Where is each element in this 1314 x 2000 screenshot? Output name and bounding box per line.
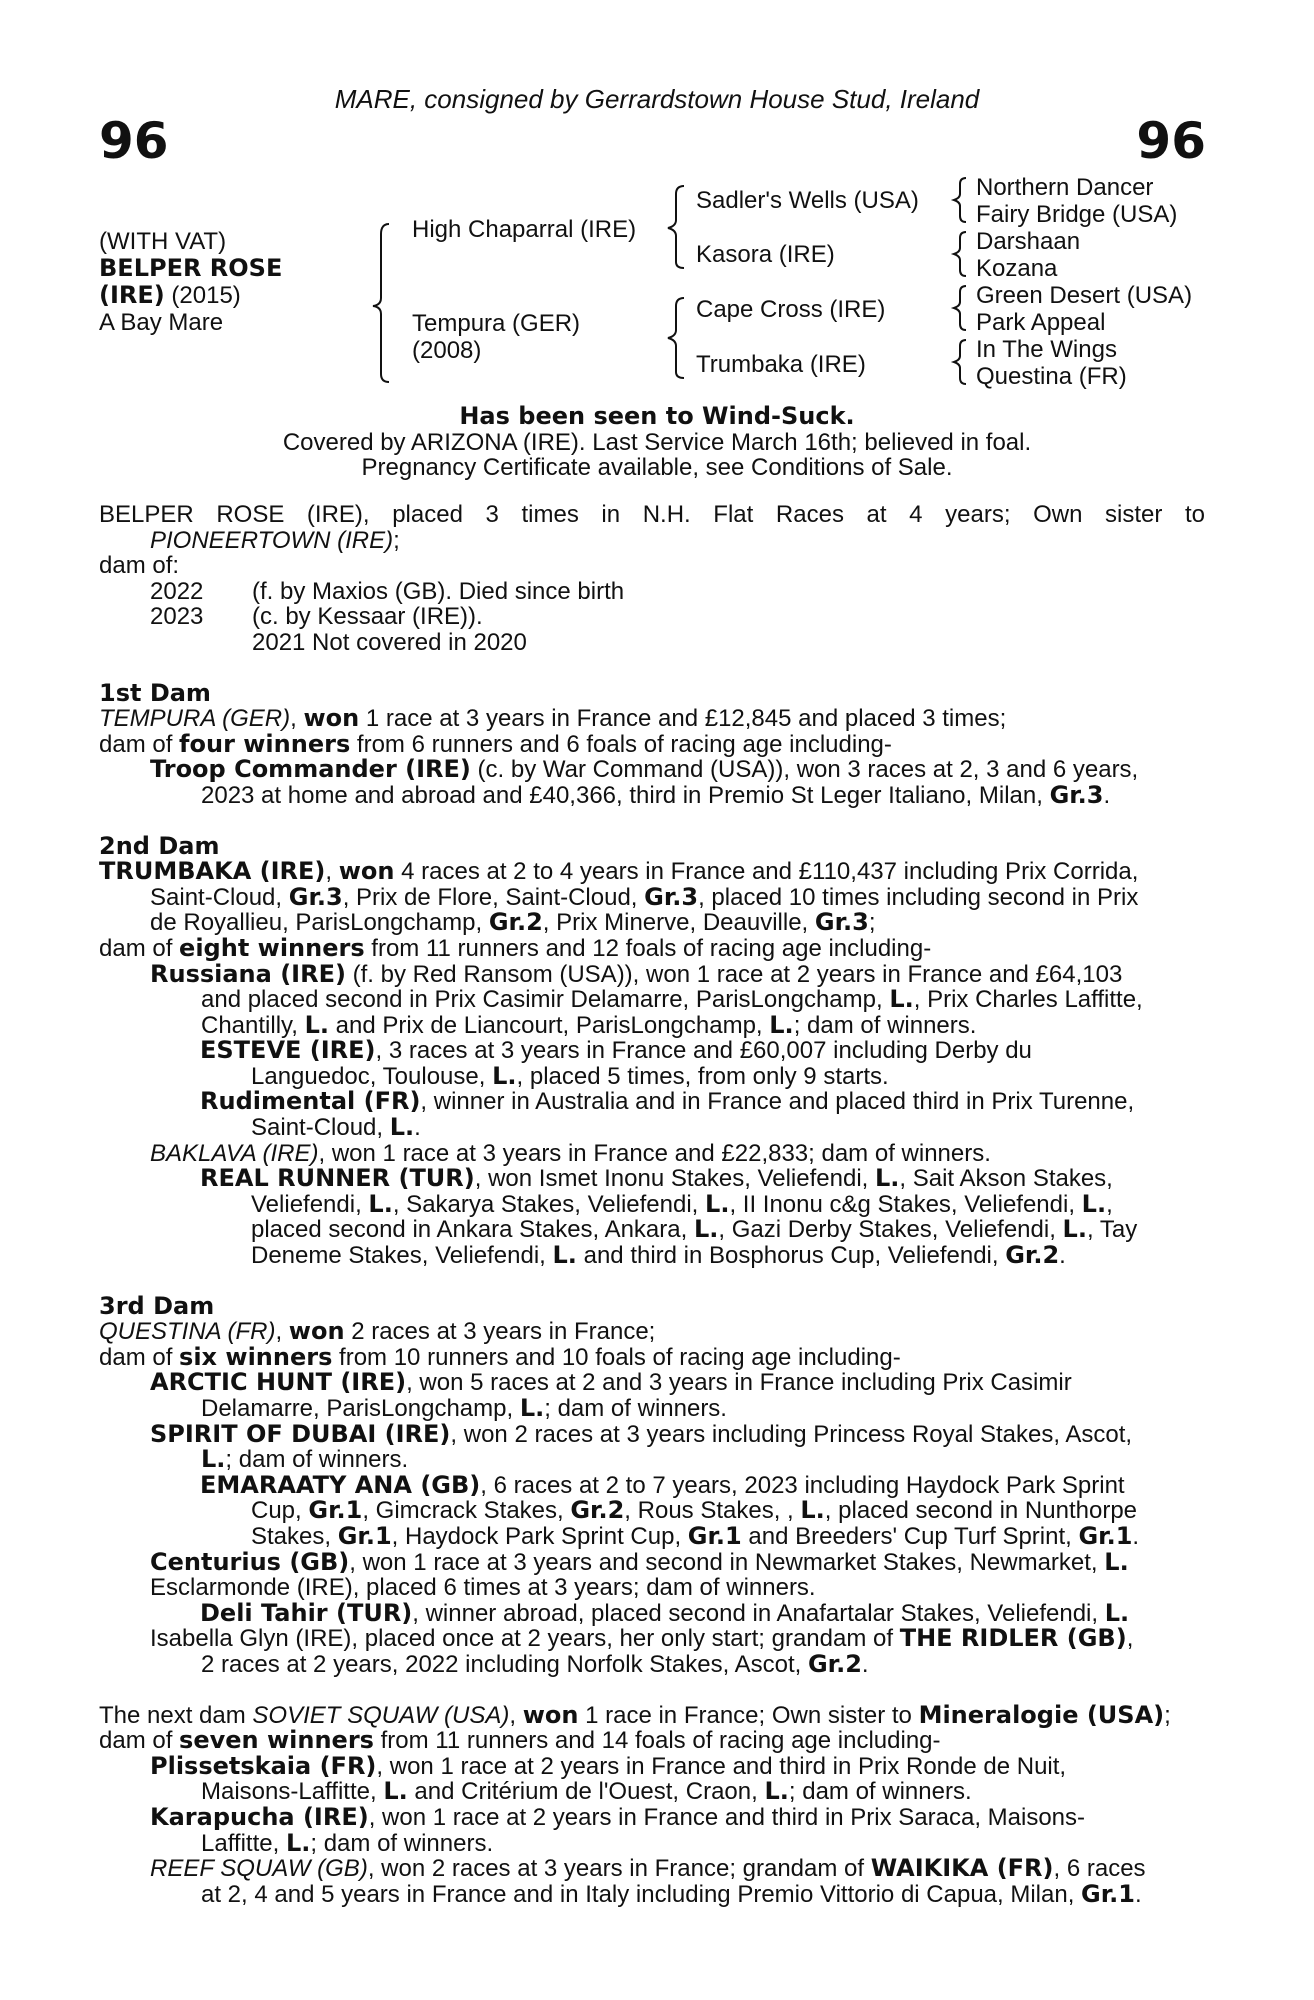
dam2-subentry: ESTEVE (IRE), 3 races at 3 years in France and £60,007 including Derby du Languedoc, Toulouse, L., placed 5 times, from only 9 starts. — [200, 1036, 1032, 1090]
section-heading: 2nd Dam — [99, 831, 220, 860]
dam3-subentry: EMARAATY ANA (GB), 6 races at 2 to 7 years, 2023 including Haydock Park Sprint Cup, Gr.1, Gimcrack Stakes, Gr.2, Rous Stakes, , L., placed second in Nunthorpe Stakes, Gr.1, Haydock Park Sprint Cup, Gr.1 and Breeders' Cup Turf Sprint, Gr.1. — [200, 1470, 1140, 1550]
dam3-entry: Isabella Glyn (IRE), placed once at 2 years, her only start; grandam of THE RIDLER (GB), 2 races at 2 years, 2022 including Norfolk Stakes, Ascot, Gr.2. — [150, 1624, 1134, 1678]
vat-label: (WITH VAT) — [99, 228, 227, 255]
dam3-entry: Esclarmonde (IRE), placed 6 times at 3 years; dam of winners. — [150, 1574, 816, 1602]
pedigree-ggp-1: Northern Dancer — [976, 174, 1154, 201]
dam1-record: TEMPURA (GER), won 1 race at 3 years in France and £12,845 and placed 3 times; — [99, 704, 1007, 733]
pedigree-dam: Tempura (GER) — [412, 310, 581, 337]
bracket-parents — [373, 224, 389, 382]
bracket-sire — [668, 186, 684, 268]
horse-name: BELPER ROSE — [99, 254, 283, 282]
dam2-record: TRUMBAKA (IRE), won 4 races at 2 to 4 years in France and £110,437 including Prix Corrida, Saint-Cloud, Gr.3, Prix de Flore, Saint-Cloud, Gr.3, placed 10 times including second in Prix de Royallieu, ParisLongchamp, Gr.2, Prix Minerve, Deauville, Gr.3; — [99, 857, 1139, 937]
dam2-subentry: Rudimental (FR), winner in Australia and in France and placed third in Prix Turenne, Saint-Cloud, L.. — [200, 1087, 1135, 1142]
dam3-record: QUESTINA (FR), won 2 races at 3 years in France; — [99, 1317, 656, 1346]
produce-row: 2023 (c. by Kessaar (IRE)). — [150, 603, 483, 631]
pedigree-dam-year: (2008) — [412, 337, 482, 364]
horse-description: A Bay Mare — [99, 309, 224, 336]
dam2-produce: dam of eight winners from 11 runners and 12 foals of racing age including- — [99, 933, 932, 962]
next-dam-entry: REEF SQUAW (GB), won 2 races at 3 years in France; grandam of WAIKIKA (FR), 6 races at 2, 4 and 5 years in France and in Italy including Premio Vittorio di Capua, Milan, Gr.1. — [150, 1854, 1146, 1908]
bracket-dd — [954, 340, 966, 384]
pedigree-ggp-8: Questina (FR) — [976, 363, 1127, 390]
pedigree-ggp-6: Park Appeal — [976, 309, 1106, 336]
pedigree-ggp-3: Darshaan — [976, 228, 1081, 255]
dam3-entry: ARCTIC HUNT (IRE), won 5 races at 2 and 3 years in France including Prix Casimir Delamarre, ParisLongchamp, L.; dam of winners. — [150, 1368, 1072, 1422]
catalogue-body — [99, 502, 1205, 1907]
dam2-entry: Russiana (IRE) (f. by Red Ransom (USA)), won 1 race at 2 years in France and £64,103 and placed second in Prix Casimir Delamarre, ParisLongchamp, L., Prix Charles Laffitte, Chantilly, L. and Prix de Liancourt, ParisLongchamp, L.; dam of winners. — [150, 959, 1143, 1039]
pedigree-ggp-7: In The Wings — [976, 336, 1117, 363]
pedigree-ggp-5: Green Desert (USA) — [976, 282, 1193, 309]
intro-line: BELPER ROSE (IRE), placed 3 times in N.H. Flat Races at 4 years; Own sister to — [99, 501, 1205, 528]
dam1-produce: dam of four winners from 6 runners and 6 foals of racing age including- — [99, 729, 892, 758]
next-dam-produce: dam of seven winners from 11 runners and 14 foals of racing age including- — [99, 1726, 941, 1755]
intro-dam-of: dam of: — [99, 552, 180, 580]
pedigree-sire: High Chaparral (IRE) — [412, 216, 637, 243]
pedigree-sire-sire: Sadler's Wells (USA) — [696, 187, 919, 214]
dam3-entry: SPIRIT OF DUBAI (IRE), won 2 races at 3 years including Princess Royal Stakes, Ascot, L.; dam of winners. — [150, 1419, 1133, 1474]
next-dam-entry: Karapucha (IRE), won 1 race at 2 years in France and third in Prix Saraca, Maisons- Laffitte, L.; dam of winners. — [150, 1802, 1086, 1857]
pedigree-ggp-4: Kozana — [976, 255, 1058, 282]
pedigree-ggp-2: Fairy Bridge (USA) — [976, 201, 1178, 228]
consignment-line: MARE, consigned by Gerrardstown House Stud, Ireland — [334, 84, 980, 114]
section-heading: 1st Dam — [99, 678, 211, 707]
covered-note: Covered by ARIZONA (IRE). Last Service March 16th; believed in foal. — [282, 428, 1032, 456]
horse-country: (IRE) — [99, 281, 165, 309]
bracket-ss — [954, 178, 966, 222]
dam1-entry: Troop Commander (IRE) (c. by War Command (USA)), won 3 races at 2, 3 and 6 years, 2023 at home and abroad and £40,366, third in Premio St Leger Italiano, Milan, Gr.3. — [150, 755, 1139, 809]
intro-sibling: PIONEERTOWN (IRE); — [150, 526, 400, 554]
pedigree-dam-dam: Trumbaka (IRE) — [696, 351, 866, 378]
next-dam-record: The next dam SOVIET SQUAW (USA), won 1 race in France; Own sister to Mineralogie (USA); — [99, 1700, 1171, 1729]
sale-notes — [0, 404, 1314, 481]
lot-number-right: 96 — [1136, 112, 1206, 170]
bracket-sd — [954, 232, 966, 276]
pedigree-dam-sire: Cape Cross (IRE) — [696, 296, 886, 323]
pregnancy-note: Pregnancy Certificate available, see Conditions of Sale. — [361, 454, 953, 482]
produce-row: 2022 (f. by Maxios (GB). Died since birth — [150, 577, 625, 605]
lot-number-left: 96 — [99, 112, 169, 170]
bracket-dam — [668, 298, 684, 378]
produce-row: 2021 Not covered in 2020 — [252, 628, 527, 656]
bracket-ds — [954, 286, 966, 330]
dam2-entry: BAKLAVA (IRE), won 1 race at 3 years in France and £22,833; dam of winners. — [150, 1139, 991, 1167]
dam3-produce: dam of six winners from 10 runners and 10 foals of racing age including- — [99, 1342, 901, 1371]
next-dam-entry: Plissetskaia (FR), won 1 race at 2 years in France and third in Prix Ronde de Nuit, Maisons-Laffitte, L. and Critérium de l'Ouest, Craon, L.; dam of winners. — [150, 1751, 1067, 1806]
wind-note: Has been seen to Wind-Suck. — [459, 402, 855, 430]
pedigree-sire-dam: Kasora (IRE) — [696, 241, 835, 268]
dam3-entry: Centurius (GB), won 1 race at 3 years and second in Newmarket Stakes, Newmarket, L. — [150, 1547, 1129, 1576]
dam3-subentry: Deli Tahir (TUR), winner abroad, placed second in Anafartalar Stakes, Veliefendi, L. — [200, 1598, 1130, 1627]
horse-year: (2015) — [164, 282, 241, 309]
dam2-subentry: REAL RUNNER (TUR), won Ismet Inonu Stakes, Veliefendi, L., Sait Akson Stakes, Veliefendi, L., Sakarya Stakes, Veliefendi, L., II Inonu c&g Stakes, Veliefendi, L., placed second in Ankara Stakes, Ankara, L., Gazi Derby Stakes, Veliefendi, L., Tay Deneme Stakes, Veliefendi, L. and third in Bosphorus Cup, Veliefendi, Gr.2. — [200, 1164, 1138, 1270]
section-heading: 3rd Dam — [99, 1291, 215, 1320]
